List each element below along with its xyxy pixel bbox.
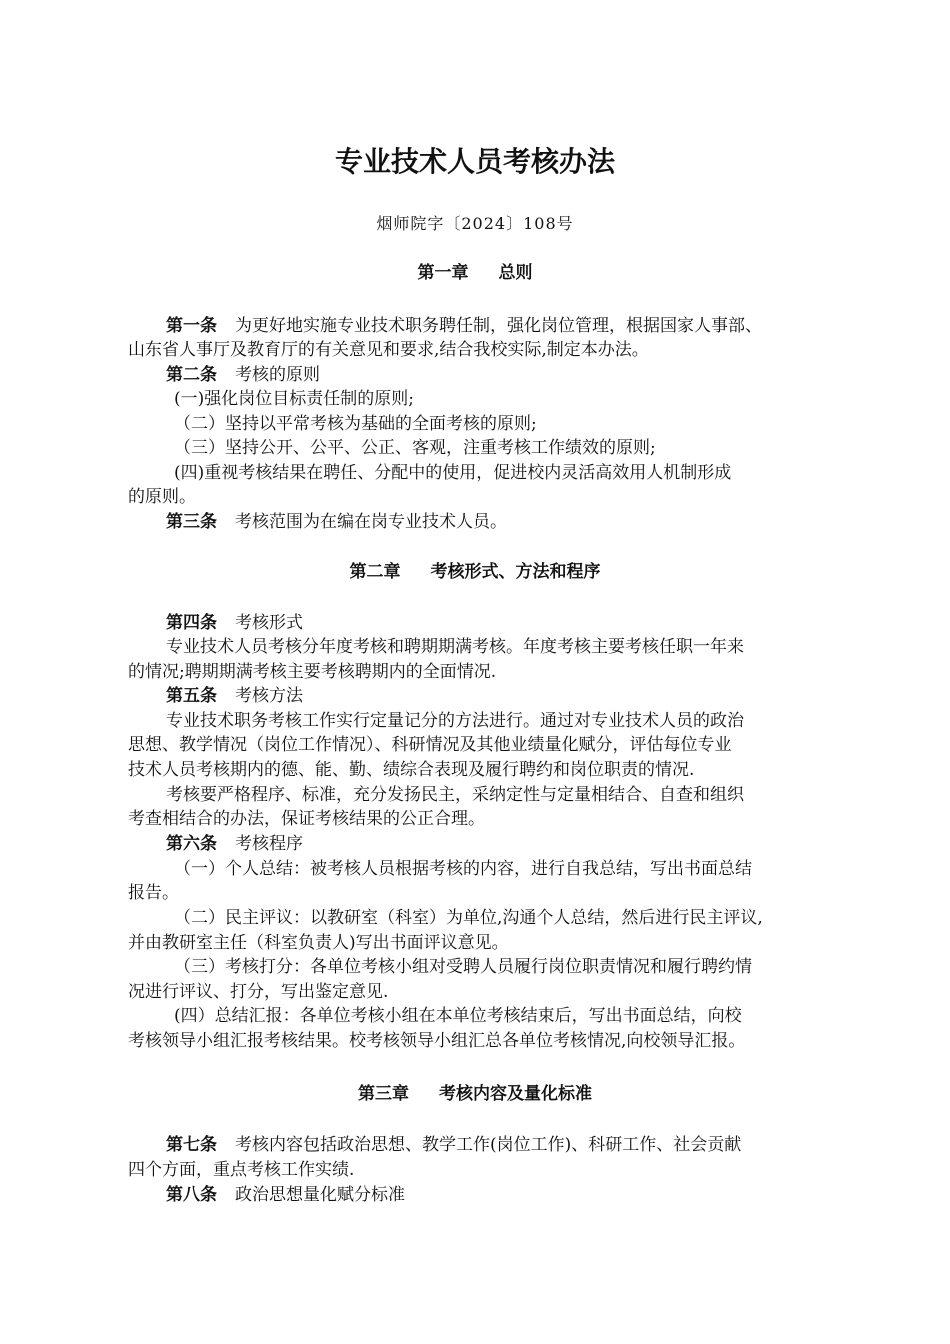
article-label: 第六条 — [166, 834, 217, 854]
article-6-item-4-line-2: 考核领导小组汇报考核结果。校考核领导小组汇总各单位考核情况,向校领导汇报。 — [128, 1031, 746, 1051]
article-6-item-2-line-1: （二）民主评议：以教研室（科室）为单位,沟通个人总结，然后进行民主评议, — [174, 908, 763, 928]
article-2-item-1: (一)强化岗位目标责任制的原则; — [174, 389, 414, 409]
article-label: 第一条 — [166, 316, 217, 336]
chapter-name: 考核内容及量化标准 — [439, 1084, 592, 1104]
article-label: 第三条 — [166, 512, 217, 532]
article-6-item-4-line-1: (四）总结汇报：各单位考核小组在本单位考核结束后，写出书面总结，向校 — [174, 1006, 742, 1026]
article-2-item-3: （三）坚持公开、公平、公正、客观，注重考核工作绩效的原则; — [174, 438, 656, 458]
article-text: 政治思想量化赋分标准 — [235, 1185, 405, 1205]
article-label: 第八条 — [166, 1185, 217, 1205]
article-text: 考核形式 — [235, 613, 303, 633]
article-6-item-2-line-2: 并由教研室主任（科室负责人)写出书面评议意见。 — [128, 933, 509, 953]
article-7-line-2: 四个方面，重点考核工作实绩. — [128, 1160, 355, 1180]
document-number: 烟师院字〔2024〕108号 — [376, 214, 574, 233]
article-label: 第四条 — [166, 613, 217, 633]
article-text: 考核程序 — [235, 834, 303, 854]
article-2-item-4-line-2: 的原则。 — [128, 487, 196, 507]
chapter-number: 第一章 — [417, 263, 469, 283]
article-6-line-1 — [166, 832, 828, 856]
chapter-number: 第三章 — [358, 1084, 409, 1104]
chapter-name: 总则 — [498, 263, 533, 283]
article-5-line-1 — [166, 684, 828, 708]
article-2-line-1 — [166, 363, 828, 387]
chapter-heading-2 — [0, 560, 950, 584]
article-6-item-1-line-1: （一）个人总结：被考核人员根据考核的内容，进行自我总结，写出书面总结 — [174, 859, 752, 879]
article-5-para-1-line-1: 专业技术职务考核工作实行定量记分的方法进行。通过对专业技术人员的政治 — [166, 711, 744, 731]
article-label: 第二条 — [166, 365, 217, 385]
article-7-line-1 — [166, 1133, 828, 1157]
chapter-name: 考核形式、方法和程序 — [430, 562, 601, 582]
chapter-number: 第二章 — [349, 562, 401, 582]
article-3-line-1 — [166, 510, 828, 534]
chapter-heading-1 — [0, 261, 950, 285]
article-5-para-1-line-3: 技术人员考核期内的德、能、勤、绩综合表现及履行聘约和岗位职责的情况. — [128, 760, 695, 780]
article-label: 第七条 — [166, 1135, 217, 1155]
chapter-heading-3 — [0, 1082, 950, 1106]
article-8-line-1 — [166, 1183, 828, 1207]
article-5-para-2-line-2: 考查相结合的办法，保证考核结果的公正合理。 — [128, 809, 485, 829]
document-title: 专业技术人员考核办法 — [334, 145, 615, 178]
article-5-para-2-line-1: 考核要严格程序、标准，充分发扬民主，采纳定性与定量相结合、自查和组织 — [166, 785, 744, 805]
article-1-line-1 — [166, 314, 828, 338]
article-text: 考核范围为在编在岗专业技术人员。 — [235, 512, 507, 532]
article-6-item-1-line-2: 报告。 — [128, 883, 179, 903]
article-text: 为更好地实施专业技术职务聘任制，强化岗位管理，根据国家人事部、 — [235, 316, 762, 336]
article-4-para-1-line-1: 专业技术人员考核分年度考核和聘期期满考核。年度考核主要考核任职一年来 — [166, 637, 744, 657]
article-text: 考核内容包括政治思想、教学工作(岗位工作)、科研工作、社会贡献 — [235, 1135, 742, 1155]
article-6-item-3-line-1: （三）考核打分：各单位考核小组对受聘人员履行岗位职责情况和履行聘约情 — [174, 957, 752, 977]
article-5-para-1-line-2: 思想、教学情况（岗位工作情况）、科研情况及其他业绩量化赋分，评估每位专业 — [128, 735, 732, 755]
article-label: 第五条 — [166, 686, 217, 706]
article-text: 考核的原则 — [235, 365, 320, 385]
article-text: 考核方法 — [235, 686, 303, 706]
article-2-item-2: （二）坚持以平常考核为基础的全面考核的原则; — [174, 414, 537, 434]
article-2-item-4-line-1: (四)重视考核结果在聘任、分配中的使用，促进校内灵活高效用人机制形成 — [174, 463, 732, 483]
article-6-item-3-line-2: 况进行评议、打分，写出鉴定意见. — [128, 982, 389, 1002]
article-4-para-1-line-2: 的情况;聘期期满考核主要考核聘期内的全面情况. — [128, 662, 497, 682]
article-4-line-1 — [166, 611, 828, 635]
article-1-line-2: 山东省人事厅及教育厅的有关意见和要求,结合我校实际,制定本办法。 — [128, 340, 649, 360]
